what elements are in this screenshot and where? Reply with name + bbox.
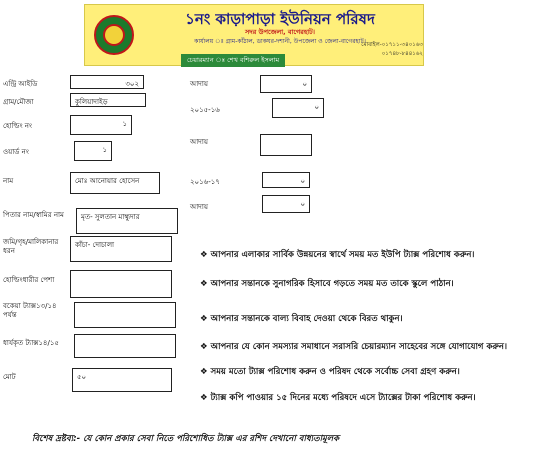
collection-field-2[interactable]: [260, 134, 312, 156]
holding-field[interactable]: ১: [70, 115, 132, 135]
land-type-label: জমি/গৃহ/মালিকানার ধরন: [3, 238, 59, 255]
notice-item: ❖ আপনার এলাকার সার্বিক উন্নয়নের স্বার্থে সময় মত ইউপি ট্যাক্স পরিশোধ করুন।: [200, 248, 474, 262]
notice-item: ❖ আপনার সন্তানকে বাল্য বিবাহ দেওয়া থেকে বিরত থাকুন।: [200, 312, 403, 326]
notice-item: ❖ সময় মতো ট্যাক্স পরিশোধ করুন ও পরিষদ থেকে সর্বোচ্চ সেবা গ্রহণ করুন।: [200, 365, 460, 379]
page-title: ১নং কাড়াপাড়া ইউনিয়ন পরিষদ: [185, 10, 375, 28]
assessed-tax-field[interactable]: [74, 334, 176, 358]
total-field[interactable]: ৫০: [72, 368, 172, 392]
land-type-field[interactable]: কাঁচা- দোচালা: [70, 236, 172, 262]
name-field[interactable]: মোঃ আনোয়ার হোসেন: [70, 172, 160, 194]
notice-item: ❖ আপনার সন্তানকে সুনাগরিক হিসাবে গড়তে সময় মত তাকে স্কুলে পাঠান।: [200, 277, 454, 291]
header-address: কার্যালয় ঃ গ্রাম-কাঁঠাল, ডাকঘর-দশানী, উপজেলা ও জেলা-বাগেরহাট।: [194, 38, 366, 45]
notice-item: ❖ আপনার যে কোন সমস্যার সমাধানে সরাসরি চেয়ারম্যান সাহেবের সঙ্গে যোগাযোগ করুন।: [200, 340, 507, 354]
header-subtitle: সদর উপজেলা, বাগেরহাট।: [244, 28, 316, 36]
arrears-field[interactable]: [74, 302, 176, 328]
collection-label-2: আদায়: [190, 138, 208, 146]
village-label: গ্রাম/মৌজা: [3, 98, 34, 106]
union-logo: [94, 15, 134, 55]
chairman-badge: চেয়ারম্যান ঃ শেখ বশিরুল ইসলাম: [181, 54, 285, 67]
entry-id-label: এন্ট্রি আইডি: [3, 80, 38, 88]
father-label: পিতার নাম/স্বামির নাম: [3, 211, 64, 219]
year-field-2015-16[interactable]: ০: [272, 98, 324, 118]
year-field-2016-17[interactable]: ০: [262, 172, 310, 188]
ward-field[interactable]: ১: [74, 141, 112, 161]
father-field[interactable]: মৃত- সুলতান মাহ্মুদার: [76, 208, 178, 234]
collection-field-1[interactable]: ০: [260, 75, 312, 93]
occupation-field[interactable]: [70, 270, 172, 298]
notice-item: ❖ ট্যাক্স কপি পাওয়ার ১৫ দিনের মধ্যে পরিষদে এসে ট্যাক্সের টাকা পরিশোধ করুন।: [200, 391, 476, 405]
year-label-2015-16: ২০১৫-১৬: [190, 106, 220, 114]
arrears-label: বকেয়া ট্যাক্স১৩/১৪ পর্যন্ত: [3, 302, 57, 319]
occupation-label: হোল্ডিংধারীর পেশা: [3, 276, 55, 284]
holding-label: হোল্ডিং নং: [3, 122, 32, 130]
footer-note: বিশেষ দ্রষ্টব্য:- যে কোন প্রকার সেবা নিতে পরিশোধিত ট্যাক্স এর রশিদ দেখানো বাধ্যতামূলক: [32, 434, 340, 444]
assessed-tax-label: ধার্যকৃত ট্যাক্স১৪/১৫: [3, 339, 59, 347]
collection-label-1: আদায়: [190, 80, 208, 88]
year-label-2016-17: ২০১৬-১৭: [190, 178, 220, 186]
entry-id-field[interactable]: ৩০২: [70, 75, 144, 89]
total-label: মোট: [3, 373, 16, 381]
header-banner: [84, 4, 424, 66]
contact-line-1: মোবাইল-০১৭১১-৩৪০১৬৩: [361, 42, 423, 48]
header-contact: [343, 41, 423, 59]
collection-label-3: আদায়: [190, 203, 208, 211]
name-label: নাম: [3, 177, 14, 185]
ward-label: ওয়ার্ড নং: [3, 148, 29, 156]
village-field[interactable]: কুলিয়াদাইড়: [70, 93, 146, 107]
contact-line-2: ০১৭৪৮-৮৪৪১৬২: [381, 51, 423, 57]
collection-field-3[interactable]: ০: [262, 195, 310, 213]
